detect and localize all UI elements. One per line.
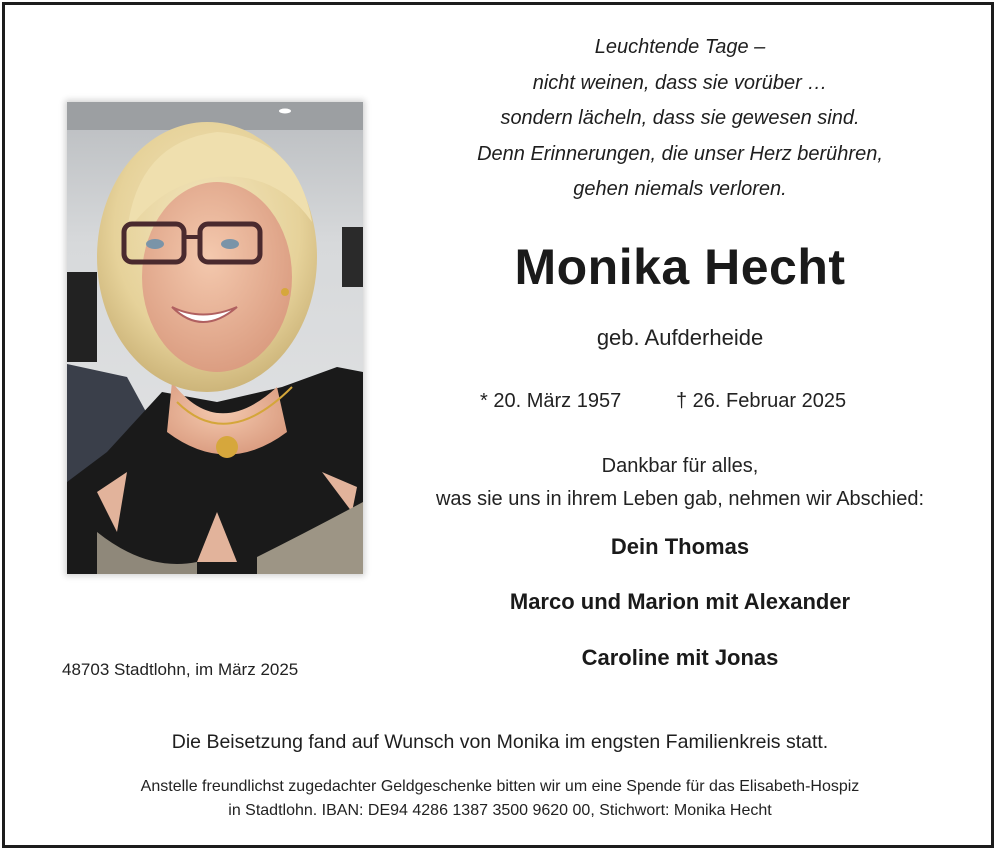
death-date: † 26. Februar 2025: [676, 390, 847, 412]
poem-line: nicht weinen, dass sie vorüber …: [532, 71, 828, 94]
poem: [430, 30, 930, 208]
maiden-name: geb. Aufderheide: [596, 325, 764, 350]
birth-date: * 20. März 1957: [480, 390, 622, 412]
poem-line: gehen niemals verloren.: [573, 178, 787, 200]
donation-line: Anstelle freundlichst zugedachter Geldgeschenke bitten wir um eine Spende für das Elisabeth-Hospiz: [140, 778, 860, 795]
mourner-name: Marco und Marion mit Alexander: [509, 589, 851, 614]
burial-note: Die Beisetzung fand auf Wunsch von Monika im engsten Familienkreis statt.: [171, 731, 829, 753]
farewell-line: Dankbar für alles,: [601, 455, 759, 477]
poem-line: Denn Erinnerungen, die unser Herz berühren,: [477, 142, 883, 165]
donation-line: in Stadtlohn. IBAN: DE94 4286 1387 3500 9620 00, Stichwort: Monika Hecht: [228, 802, 772, 819]
mourner-name: Dein Thomas: [610, 534, 750, 559]
farewell-line: was sie uns in ihrem Leben gab, nehmen wir Abschied:: [435, 488, 925, 510]
portrait-photo: [67, 102, 363, 574]
place-and-date: 48703 Stadtlohn, im März 2025: [62, 660, 299, 679]
farewell-text: [380, 450, 980, 516]
donation-note: [0, 775, 1000, 823]
poem-line: Leuchtende Tage –: [594, 36, 766, 58]
deceased-name: Monika Hecht: [514, 239, 846, 295]
mourner-name: Caroline mit Jonas: [581, 645, 779, 670]
poem-line: sondern lächeln, dass sie gewesen sind.: [500, 107, 860, 129]
